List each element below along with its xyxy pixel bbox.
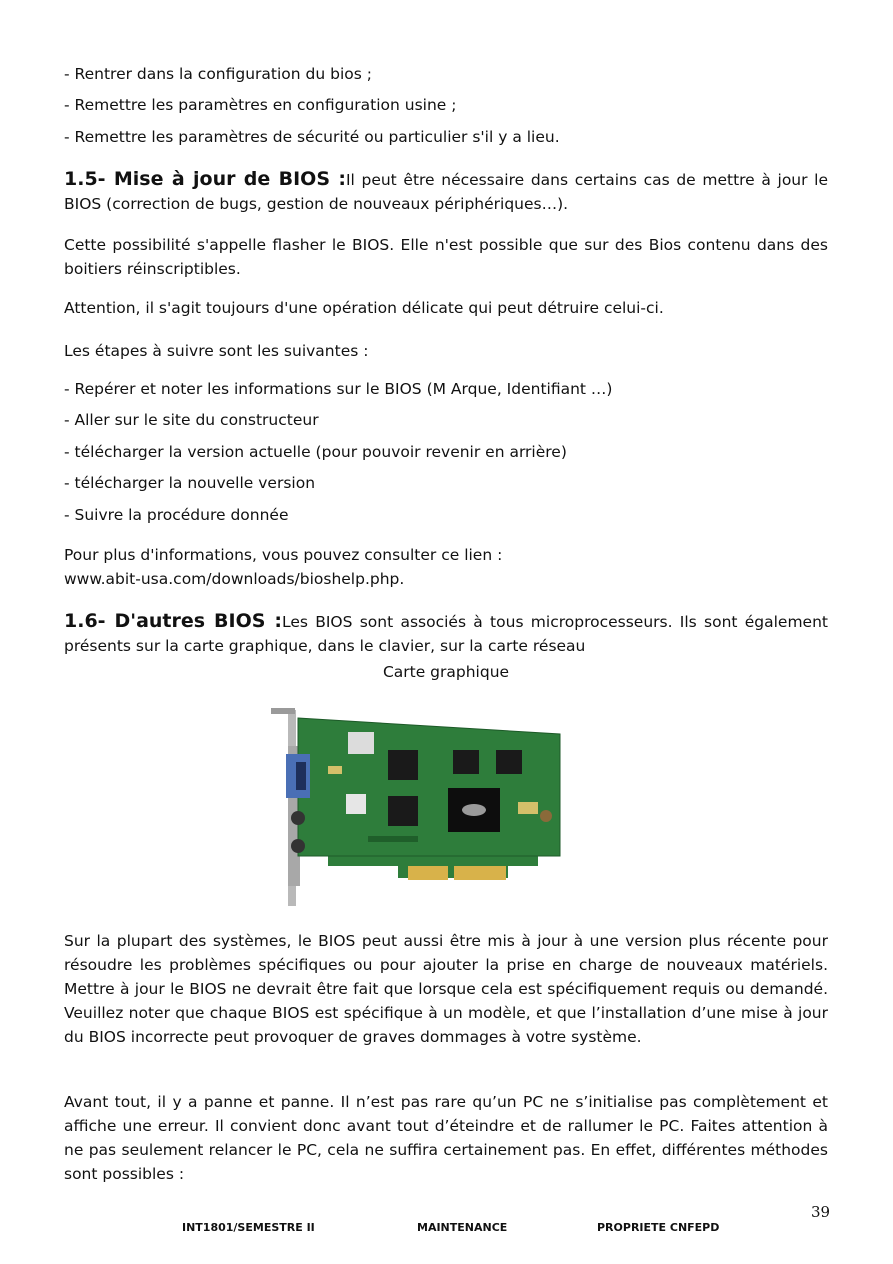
more-info-text: Pour plus d'informations, vous pouvez consulter ce lien : xyxy=(64,546,503,564)
page-number: 39 xyxy=(811,1203,831,1221)
list-item: - Rentrer dans la configuration du bios ; xyxy=(64,65,372,83)
section-intro: Il peut être nécessaire dans certains cas de mettre à jour le BIOS (correction de bugs, gestion de nouveaux périphériques…). xyxy=(64,171,828,213)
paragraph: Cette possibilité s'appelle flasher le BIOS. Elle n'est possible que sur des Bios contenu dans des boitiers réinscriptibles. xyxy=(64,236,828,278)
paragraph: Les étapes à suivre sont les suivantes : xyxy=(64,342,369,360)
graphics-card-image xyxy=(268,706,562,909)
footer-left: INT1801/SEMESTRE II xyxy=(182,1221,315,1234)
footer-middle: MAINTENANCE xyxy=(417,1221,508,1234)
figure-caption: Carte graphique xyxy=(382,663,510,681)
link-text: www.abit-usa.com/downloads/bioshelp.php. xyxy=(64,570,405,588)
step-item: - télécharger la nouvelle version xyxy=(64,474,316,492)
paragraph: Attention, il s'agit toujours d'une opération délicate qui peut détruire celui-ci. xyxy=(64,299,664,317)
section-heading: 1.5- Mise à jour de BIOS : xyxy=(64,168,346,190)
step-item: - Suivre la procédure donnée xyxy=(64,506,289,524)
step-item: - télécharger la version actuelle (pour pouvoir revenir en arrière) xyxy=(64,443,567,461)
list-item: - Remettre les paramètres de sécurité ou particulier s'il y a lieu. xyxy=(64,128,560,146)
step-item: - Repérer et noter les informations sur le BIOS (M Arque, Identifiant …) xyxy=(64,380,613,398)
list-item: - Remettre les paramètres en configuration usine ; xyxy=(64,96,457,114)
section-intro: Les BIOS sont associés à tous microprocesseurs. Ils sont également présents sur la carte graphique, dans le clavier, sur la carte réseau xyxy=(64,613,828,655)
section-1-6 xyxy=(64,609,828,658)
section-1-5 xyxy=(64,167,828,216)
section-heading: 1.6- D'autres BIOS : xyxy=(64,610,282,632)
paragraph: Avant tout, il y a panne et panne. Il n’est pas rare qu’un PC ne s’initialise pas complètement et affiche une erreur. Il convient donc avant tout d’éteindre et de rallumer le PC. Faites attention à ne pas seulement relancer le PC, cela ne suffira certainement pas. En effet, différentes méthodes sont possibles : xyxy=(64,1093,828,1183)
paragraph: Sur la plupart des systèmes, le BIOS peut aussi être mis à jour à une version plus récente pour résoudre les problèmes spécifiques ou pour ajouter la prise en charge de nouveaux matériels. Mettre à jour le BIOS ne devrait être fait que lorsque cela est spécifiquement requis ou demandé. Veuillez noter que chaque BIOS est spécifique à un modèle, et que l’installation d’une mise à jour du BIOS incorrecte peut provoquer de graves dommages à votre système. xyxy=(64,932,828,1046)
step-item: - Aller sur le site du constructeur xyxy=(64,411,319,429)
footer-right: PROPRIETE CNFEPD xyxy=(597,1221,720,1234)
